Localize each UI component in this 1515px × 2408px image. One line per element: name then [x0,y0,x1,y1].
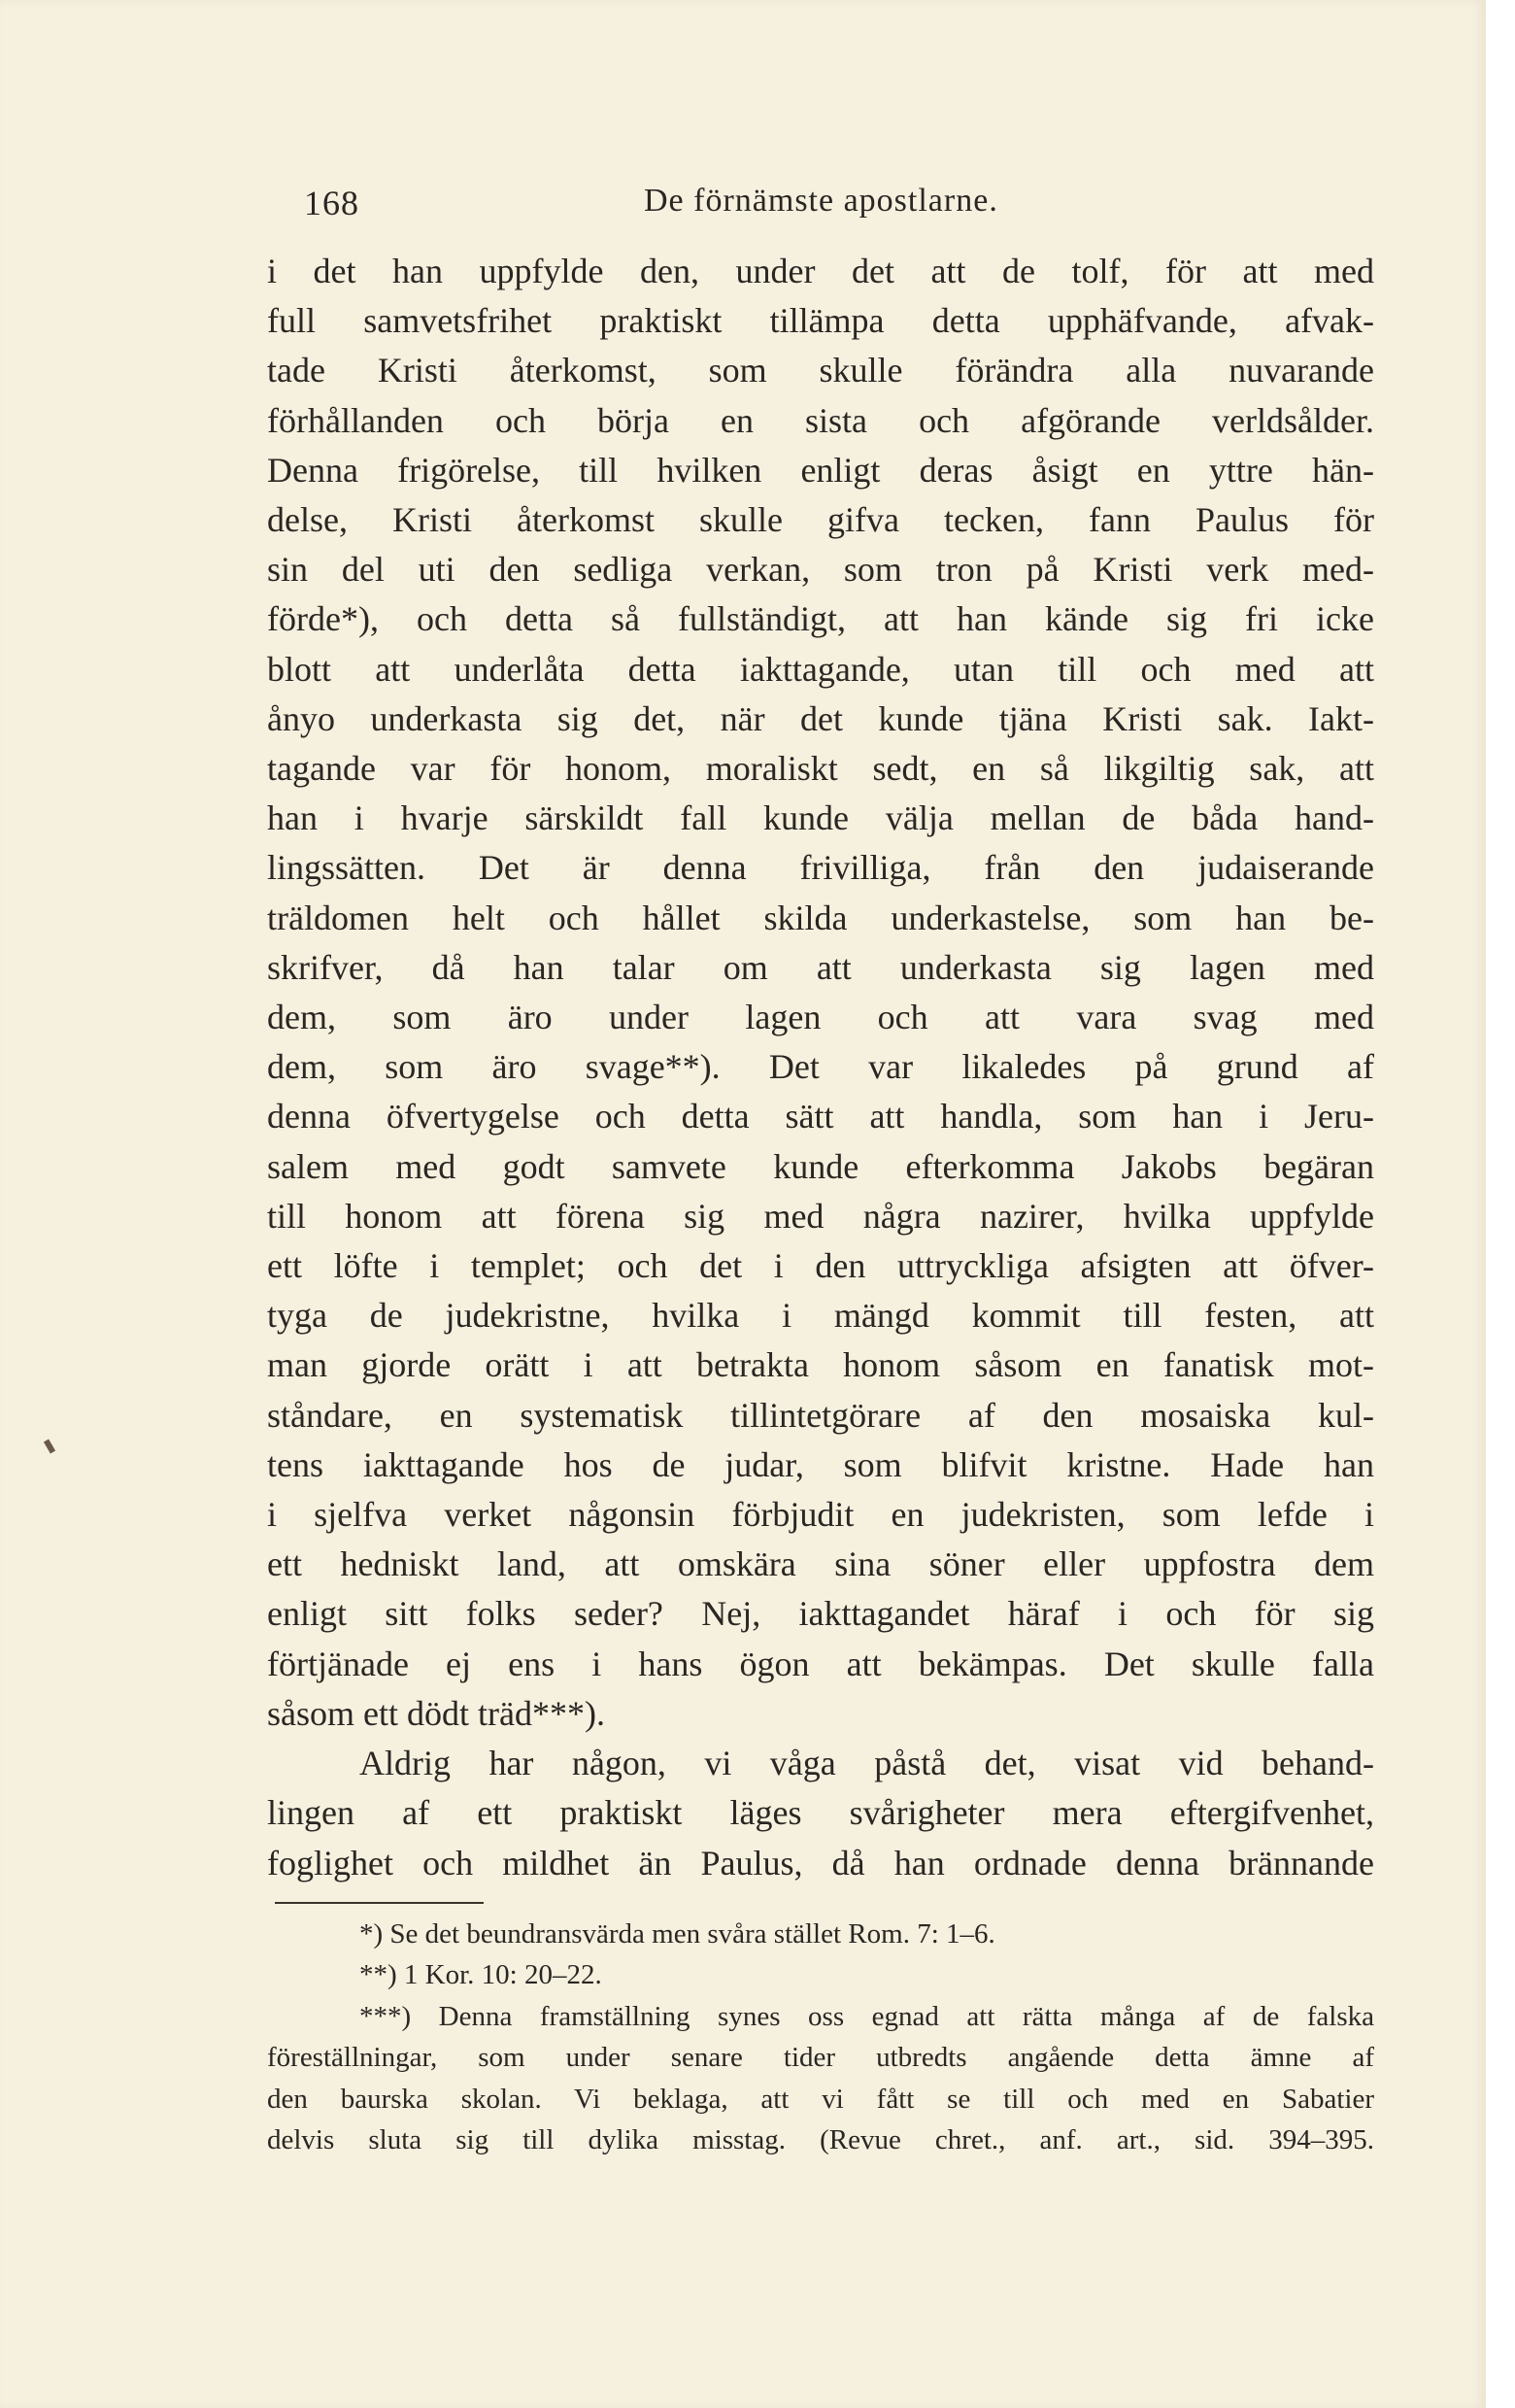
body-line: salem med godt samvete kunde efterkomma Jakobs begäran [267,1146,1374,1186]
body-line: såsom ett dödt träd***). [267,1693,605,1733]
body-line: Denna frigörelse, till hvilken enligt deras åsigt en yttre hän- [267,450,1374,490]
page-header [267,175,1374,233]
margin-mark [44,1439,55,1453]
body-line: blott att underlåta detta iakttagande, utan till och med att [267,649,1374,689]
footnote-line: delvis sluta sig till dylika misstag. (Revue chret., anf. art., sid. 394–395. [267,2124,1374,2156]
body-line: till honom att förena sig med några nazirer, hvilka uppfylde [267,1196,1374,1236]
body-line: ett löfte i templet; och det i den uttryckliga afsigten att öfver- [267,1246,1374,1286]
body-line: tens iakttagande hos de judar, som blifvit kristne. Hade han [267,1444,1374,1484]
body-line: full samvetsfrihet praktiskt tillämpa detta upphäfvande, afvak- [267,301,1374,341]
body-line: delse, Kristi återkomst skulle gifva tecken, fann Paulus för [267,500,1374,540]
body-line: tyga de judekristne, hvilka i mängd kommit till festen, att [267,1296,1374,1336]
text-block [267,175,1374,2161]
body-line: förtjänade ej ens i hans ögon att bekämpas. Det skulle falla [267,1644,1374,1683]
footnote-line: ***) Denna framställning synes oss egnad att rätta många af de falska [359,2000,1374,2032]
body-line: enligt sitt folks seder? Nej, iakttagandet häraf i och för sig [267,1594,1374,1634]
footnote-line: **) 1 Kor. 10: 20–22. [359,1959,602,1991]
running-title: De förnämste apostlarne. [644,183,998,219]
body-line: lingssätten. Det är denna frivilliga, från den judaiserande [267,848,1374,888]
body-text [267,247,1374,1888]
body-line: i sjelfva verket någonsin förbjudit en judekristen, som lefde i [267,1495,1374,1535]
body-line: förde*), och detta så fullständigt, att han kände sig fri icke [267,599,1374,639]
body-line: träldomen helt och hållet skilda underkastelse, som han be- [267,898,1374,937]
body-line: foglighet och mildhet än Paulus, då han ordnade denna brännande [267,1843,1374,1882]
body-line: ånyo underkasta sig det, när det kunde tjäna Kristi sak. Iakt- [267,698,1374,738]
body-line: denna öfvertygelse och detta sätt att handla, som han i Jeru- [267,1097,1374,1136]
body-line: han i hvarje särskildt fall kunde välja mellan de båda hand- [267,798,1374,838]
footnote-line: den baurska skolan. Vi beklaga, att vi fått se till och med en Sabatier [267,2083,1374,2115]
body-line: ståndare, en systematisk tillintetgörare af den mosaiska kul- [267,1395,1374,1435]
body-line: tagande var för honom, moraliskt sedt, en så likgiltig sak, att [267,749,1374,789]
body-line: lingen af ett praktiskt läges svårigheter mera eftergifvenhet, [267,1793,1374,1833]
page-number: 168 [304,184,359,222]
body-line: Aldrig har någon, vi våga påstå det, visat vid behand- [359,1744,1374,1783]
body-line: man gjorde orätt i att betrakta honom såsom en fanatisk mot- [267,1345,1374,1385]
body-line: dem, som äro under lagen och att vara svag med [267,998,1374,1037]
body-line: tade Kristi återkomst, som skulle förändra alla nuvarande [267,351,1374,390]
footnote-line: föreställningar, som under senare tider utbredts angående detta ämne af [267,2042,1374,2074]
body-line: skrifver, då han talar om att underkasta sig lagen med [267,947,1374,987]
footnote-rule [275,1902,484,1904]
body-line: i det han uppfylde den, under det att de tolf, för att med [267,252,1374,290]
body-line: ett hedniskt land, att omskära sina söner eller uppfostra dem [267,1544,1374,1584]
footnotes [267,1914,1374,2161]
body-line: förhållanden och börja en sista och afgörande verldsålder. [267,400,1374,440]
body-line: dem, som äro svage**). Det var likaledes på grund af [267,1047,1374,1087]
footnote-line: *) Se det beundransvärda men svåra stället Rom. 7: 1–6. [359,1917,995,1950]
body-line: sin del uti den sedliga verkan, som tron på Kristi verk med- [267,550,1374,590]
